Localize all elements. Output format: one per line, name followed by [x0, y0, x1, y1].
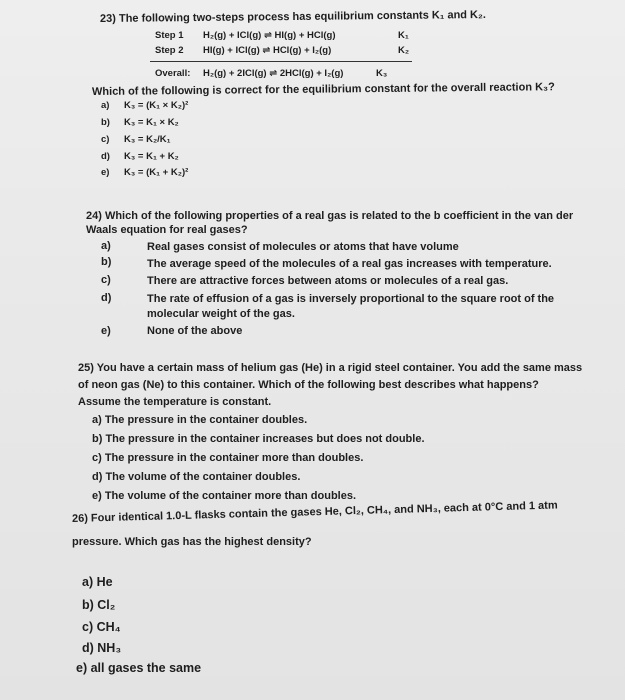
- q24-option-b-letter: b): [101, 256, 112, 268]
- q25-option-b: b) The pressure in the container increases but does not double.: [92, 433, 425, 445]
- q25-stem-line3: Assume the temperature is constant.: [78, 396, 272, 408]
- q25-option-c: c) The pressure in the container more than doubles.: [92, 452, 364, 464]
- q23-question: Which of the following is correct for the equilibrium constant for the overall reaction K₃?: [91, 81, 555, 98]
- q24-stem-line2: Waals equation for real gases?: [86, 224, 248, 236]
- q24-option-d-letter: d): [101, 292, 112, 304]
- q25-option-d: d) The volume of the container doubles.: [92, 471, 301, 483]
- q23-option-b-letter: b): [101, 117, 110, 128]
- q26-option-a: a) He: [82, 575, 113, 589]
- q26-option-b: b) Cl₂: [82, 598, 116, 612]
- q23-option-c-letter: c): [101, 134, 110, 145]
- q24-option-c: There are attractive forces between atoms or molecules of a real gas.: [147, 275, 509, 287]
- q23-option-e-letter: e): [101, 167, 110, 178]
- q23-option-b: K₃ = K₁ × K₂: [124, 117, 179, 128]
- q23-step2-k: K₂: [398, 45, 410, 56]
- q24-option-d-cont: molecular weight of the gas.: [147, 308, 295, 320]
- q23-overall-reaction: H₂(g) + 2ICl(g) ⇌ 2HCl(g) + I₂(g): [203, 68, 344, 79]
- q24-stem-line1: 24) Which of the following properties of a real gas is related to the b coefficient in the van der: [86, 210, 574, 222]
- q25-option-e: e) The volume of the container more than doubles.: [92, 490, 357, 502]
- sum-line: [150, 61, 412, 62]
- q26-stem-line1: 26) Four identical 1.0-L flasks contain the gases He, Cl₂, CH₄, and NH₃, each at 0°C and 1 atm: [71, 499, 558, 525]
- q23-option-a-letter: a): [101, 100, 110, 111]
- q23-step2-label: Step 2: [155, 45, 184, 56]
- q24-option-d: The rate of effusion of a gas is inversely proportional to the square root of the: [147, 293, 555, 305]
- q23-step1-reaction: H₂(g) + ICl(g) ⇌ HI(g) + HCl(g): [203, 30, 336, 41]
- q25-stem-line2: of neon gas (Ne) to this container. Which of the following best describes what happens?: [78, 379, 539, 391]
- q26-stem-line2: pressure. Which gas has the highest density?: [72, 536, 312, 548]
- q23-option-a: K₃ = (K₁ × K₂)²: [124, 100, 189, 111]
- q24-option-e-letter: e): [101, 325, 111, 337]
- q24-option-a-letter: a): [101, 240, 111, 252]
- q25-stem-line1: 25) You have a certain mass of helium gas (He) in a rigid steel container. You add the same mass: [78, 362, 583, 374]
- q23-overall-label: Overall:: [155, 68, 191, 79]
- q26-option-c: c) CH₄: [82, 620, 121, 634]
- q24-option-a: Real gases consist of molecules or atoms that have volume: [147, 241, 459, 253]
- q24-option-e: None of the above: [147, 325, 243, 337]
- q23-step1-k: K₁: [398, 30, 409, 41]
- q26-option-e: e) all gases the same: [76, 661, 202, 675]
- q23-stem: 23) The following two-steps process has equilibrium constants K₁ and K₂.: [99, 8, 486, 25]
- q23-option-d-letter: d): [101, 151, 110, 162]
- q26-option-d: d) NH₃: [82, 641, 122, 655]
- q23-step2-reaction: HI(g) + ICl(g) ⇌ HCl(g) + I₂(g): [203, 45, 332, 56]
- q24-option-c-letter: c): [101, 274, 111, 286]
- q23-option-c: K₃ = K₂/K₁: [124, 134, 171, 145]
- q23-step1-label: Step 1: [155, 30, 184, 41]
- q25-option-a: a) The pressure in the container doubles.: [92, 414, 308, 426]
- q23-option-e: K₃ = (K₁ + K₂)²: [124, 167, 189, 178]
- q23-option-d: K₃ = K₁ + K₂: [124, 151, 179, 162]
- q24-option-b: The average speed of the molecules of a real gas increases with temperature.: [147, 258, 552, 270]
- q23-overall-k: K₃: [376, 68, 388, 79]
